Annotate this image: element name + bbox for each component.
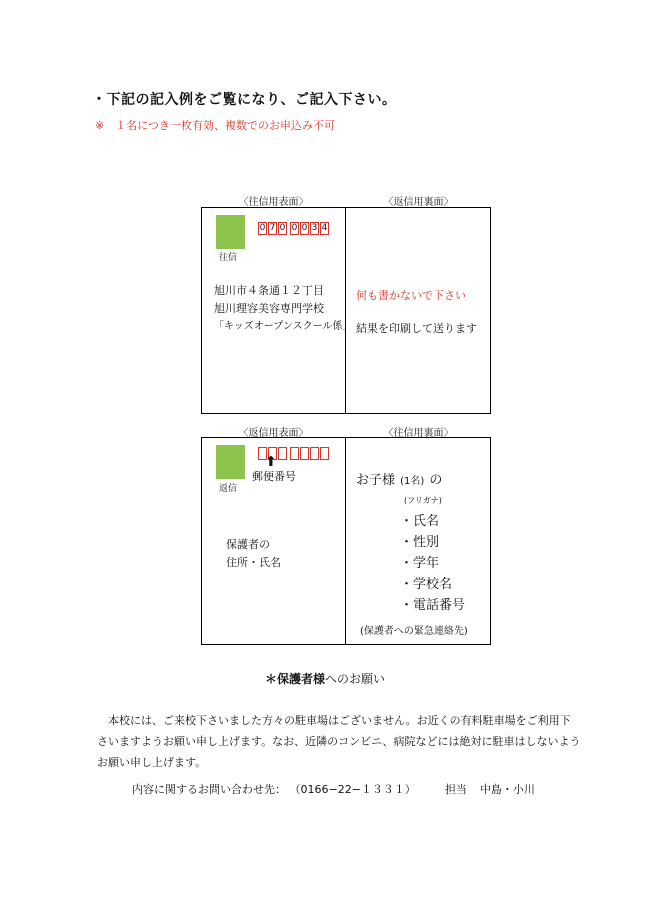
title-rest: へのお願い bbox=[325, 672, 386, 686]
list-item: ・氏名 bbox=[400, 514, 440, 529]
bottom-stamp-label: 返信 bbox=[219, 484, 238, 494]
title-bold: ＊保護者様 bbox=[264, 672, 325, 686]
limit-note: ※ １名につき一枚有効、複数でのお申込み不可 bbox=[95, 119, 335, 132]
list-item: ・学校名 bbox=[400, 577, 453, 592]
zip-digit: 0 bbox=[301, 223, 308, 233]
list-item: ・性別 bbox=[400, 535, 440, 550]
top-address bbox=[214, 282, 353, 336]
zip-box bbox=[290, 447, 299, 460]
contact-phone: （0166−22−１３３１） bbox=[289, 783, 416, 796]
paragraph-line: さいますようお願い申し上げます。なお、近隣のコンビニ、病院などには絶対に駐車はしないよう bbox=[97, 735, 581, 748]
child-count: (1名) bbox=[400, 476, 425, 487]
top-zip-code bbox=[258, 215, 330, 235]
paragraph-line: お願い申し上げます。 bbox=[97, 756, 207, 769]
bottom-card-divider bbox=[345, 437, 346, 644]
top-left-caption: 〈往信用表面〉 bbox=[238, 197, 309, 208]
zip-digit: 0 bbox=[291, 223, 298, 233]
zip-label: 郵便番号 bbox=[252, 470, 296, 483]
top-stamp-label: 往信 bbox=[219, 253, 238, 263]
guardian-label bbox=[226, 536, 281, 572]
result-print-text: 結果を印刷して送ります bbox=[356, 322, 477, 335]
zip-box bbox=[300, 447, 309, 460]
zip-box bbox=[320, 447, 329, 460]
guardian-line: 住所・氏名 bbox=[226, 556, 281, 569]
zip-digit: 3 bbox=[311, 223, 318, 233]
contact-person: 中島・小川 bbox=[479, 783, 535, 796]
child-heading bbox=[356, 469, 442, 488]
child-suffix: の bbox=[429, 473, 443, 488]
emergency-note: (保護者への緊急連絡先) bbox=[360, 626, 468, 637]
zip-digit: 4 bbox=[321, 223, 328, 233]
furigana-label: (フリガナ) bbox=[404, 496, 442, 505]
address-line: 旭川理容美容専門学校 bbox=[214, 302, 324, 315]
contact-person-label: 担当 bbox=[444, 783, 467, 796]
bottom-right-caption: 〈往信用裏面〉 bbox=[383, 428, 454, 439]
list-item: ・学年 bbox=[400, 556, 440, 571]
paragraph-line: 本校には、ご来校下さいました方々の駐車場はございません。お近くの有料駐車場をご利用下 bbox=[97, 714, 571, 727]
guardian-request-title bbox=[0, 670, 650, 687]
top-stamp-icon bbox=[216, 215, 245, 249]
address-line: 「キッズオープンスクール係」 bbox=[214, 321, 353, 332]
contact-label: 内容に関するお問い合わせ先： bbox=[132, 783, 286, 796]
guardian-line: 保護者の bbox=[226, 538, 270, 551]
parking-notice bbox=[97, 710, 597, 773]
contact-line bbox=[132, 781, 535, 797]
bottom-left-caption: 〈返信用表面〉 bbox=[238, 428, 309, 439]
zip-digit: 7 bbox=[269, 223, 276, 233]
bottom-stamp-icon bbox=[216, 445, 245, 479]
zip-box bbox=[310, 447, 319, 460]
zip-box bbox=[278, 447, 287, 460]
zip-digit: 0 bbox=[279, 223, 286, 233]
child-title: お子様 bbox=[356, 473, 396, 488]
zip-digit: 0 bbox=[259, 223, 266, 233]
instruction-heading: ・下記の記入例をご覧になり、ご記入下さい。 bbox=[92, 92, 397, 108]
child-info-list bbox=[400, 511, 465, 616]
up-arrow-icon: ⬆ bbox=[265, 454, 277, 470]
top-right-caption: 〈返信用裏面〉 bbox=[383, 197, 454, 208]
top-card-divider bbox=[345, 207, 346, 413]
list-item: ・電話番号 bbox=[400, 598, 466, 613]
address-line: 旭川市４条通１２丁目 bbox=[214, 284, 324, 297]
do-not-write-text: 何も書かないで下さい bbox=[356, 289, 466, 302]
